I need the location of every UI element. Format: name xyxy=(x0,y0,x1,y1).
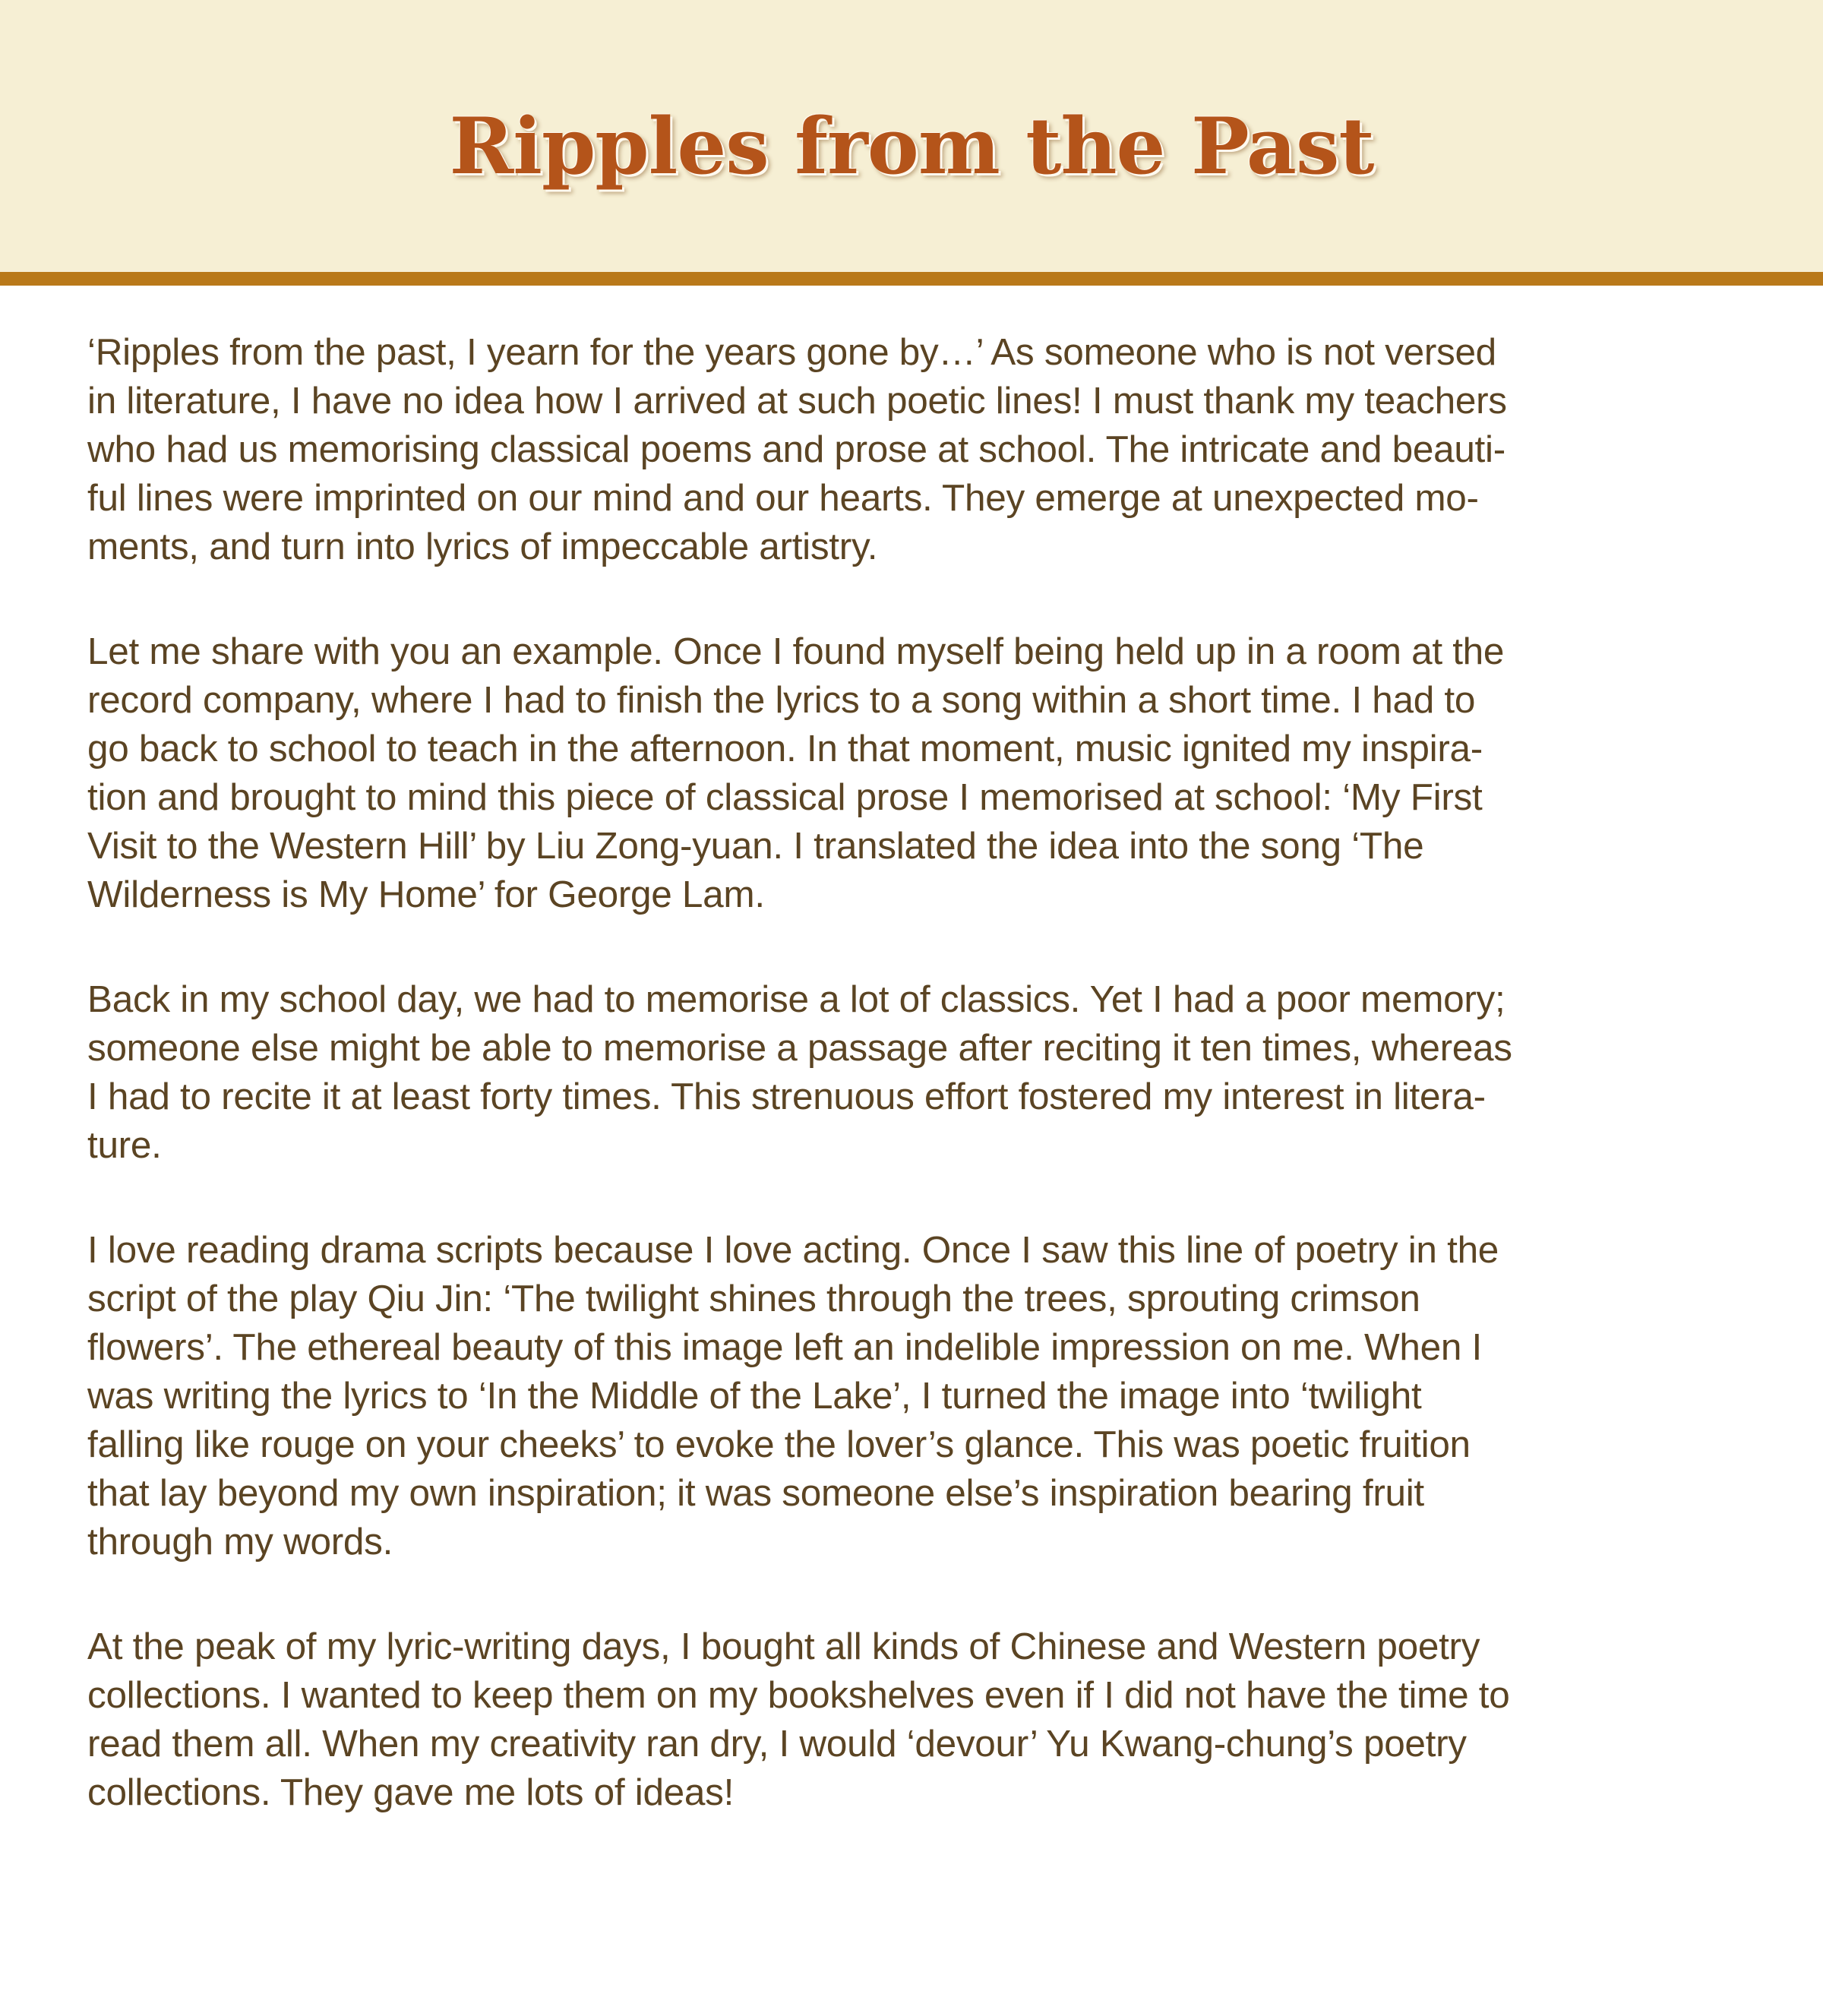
paragraph-5: At the peak of my lyric-writing days, I bought all kinds of Chinese and Western poetry collections. I wanted to keep them on my bookshelves even if I did not have the time to read them all. When my creativity ran dry, I would ‘devour’ Yu Kwang-chung’s poetry collections. They gave me lots of ideas! xyxy=(87,1626,1510,1813)
paragraph-1: ‘Ripples from the past, I yearn for the years gone by…’ As someone who is not versed in literature, I have no idea how I arrived at such poetic lines! I must thank my teachers who had us memorising classical poems and prose at school. The intricate and beauti- ful lines were imprinted on our mind and our hearts. They emerge at unexpected mo- ments, and turn into lyrics of impeccable artistry. xyxy=(87,331,1507,567)
article-body xyxy=(87,328,1743,1873)
paragraph-3: Back in my school day, we had to memorise a lot of classics. Yet I had a poor memory; someone else might be able to memorise a passage after reciting it ten times, whereas I had to recite it at least forty times. This strenuous effort fostered my interest in litera- ture. xyxy=(87,978,1512,1166)
page-title: Ripples from the Past xyxy=(449,101,1374,192)
paragraph-2: Let me share with you an example. Once I found myself being held up in a room at the record company, where I had to finish the lyrics to a song within a short time. I had to go back to school to teach in the afternoon. In that moment, music ignited my inspira- tion and brought to mind this piece of classical prose I memorised at school: ‘My First Visit to the Western Hill’ by Liu Zong-yuan. I translated the idea into the song ‘The Wilderness is My Home’ for George Lam. xyxy=(87,630,1505,915)
page-header xyxy=(0,0,1823,286)
paragraph-4: I love reading drama scripts because I love acting. Once I saw this line of poetry in the script of the play Qiu Jin: ‘The twilight shines through the trees, sprouting crimson flowers’. The ethereal beauty of this image left an indelible impression on me. When I was writing the lyrics to ‘In the Middle of the Lake’, I turned the image into ‘twilight falling like rouge on your cheeks’ to evoke the lover’s glance. This was poetic fruition that lay beyond my own inspiration; it was someone else’s inspiration bearing fruit through my words. xyxy=(87,1229,1499,1563)
